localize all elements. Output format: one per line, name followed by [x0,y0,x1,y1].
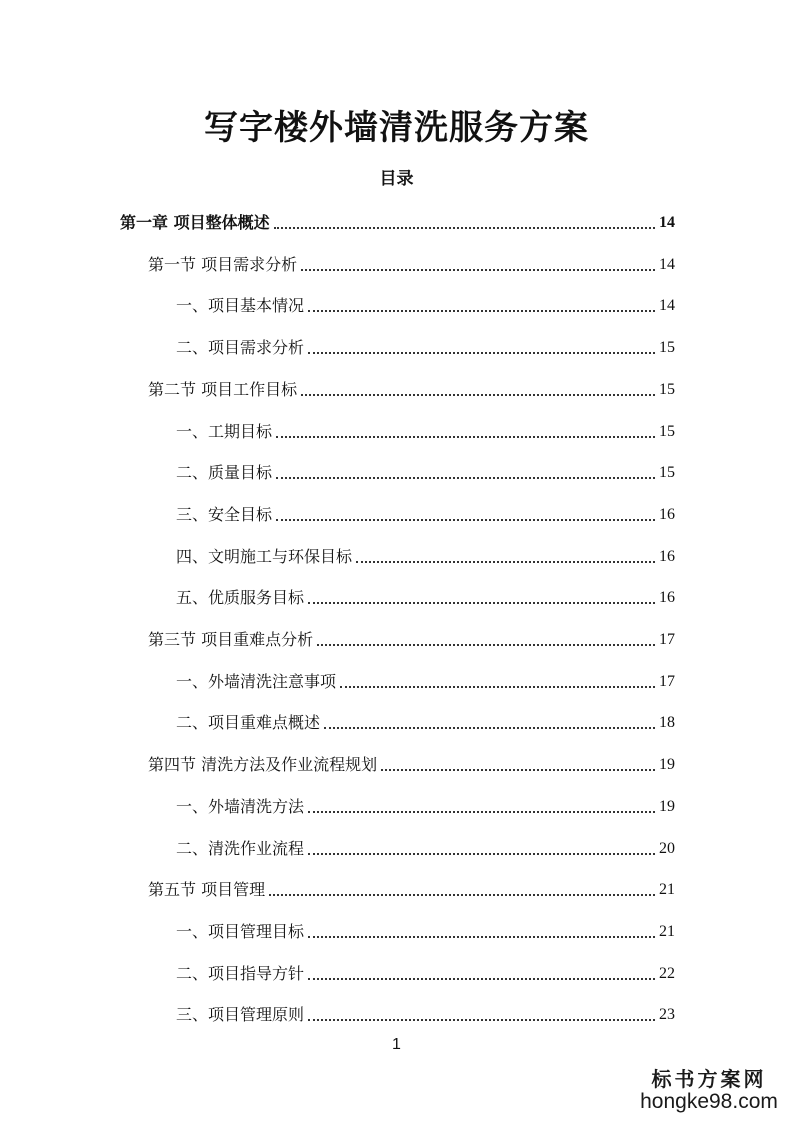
toc-entry[interactable] [176,452,675,484]
toc-heading: 目录 [379,169,414,189]
toc-entry-label: 二、项目需求分析 [176,338,305,358]
toc-dot-leader [308,811,655,813]
toc-entry-label: 一、工期目标 [176,421,273,441]
toc-entry[interactable] [176,577,675,609]
toc-entry-page: 15 [659,464,675,482]
toc-entry-page: 19 [659,756,675,774]
toc-dot-leader [269,894,655,896]
watermark-site-name: 标书方案网 [651,1067,767,1091]
toc-entry-label: 二、质量目标 [176,463,273,483]
toc-entry-label: 一、项目管理目标 [176,921,305,941]
toc-dot-leader [308,310,655,312]
toc-entry[interactable] [176,702,675,734]
toc-entry[interactable] [176,994,675,1026]
toc-entry-label: 第四节 清洗方法及作业流程规划 [148,755,378,775]
toc-entry-label: 四、文明施工与环保目标 [176,546,353,566]
toc-entry[interactable] [176,786,675,818]
toc-entry-label: 一、外墙清洗方法 [176,796,305,816]
toc-entry-page: 16 [659,589,675,607]
toc-entry-page: 20 [659,839,675,857]
toc-entry-label: 二、项目重难点概述 [176,713,321,733]
toc-entry[interactable] [148,869,675,901]
watermark-url: hongke98.com [640,1090,778,1113]
toc-dot-leader [308,602,655,604]
toc-entry[interactable] [176,494,675,526]
toc-entry[interactable] [176,411,675,443]
toc-entry-page: 17 [659,631,675,648]
toc-dot-leader [308,853,655,855]
toc-entry-page: 22 [659,964,675,982]
toc-entry-label: 二、项目指导方针 [176,963,305,983]
toc-entry-page: 14 [659,297,675,315]
toc-entry[interactable] [148,619,675,651]
toc-entry[interactable] [176,911,675,943]
toc-dot-leader [381,769,655,771]
toc-dot-leader [324,727,655,729]
toc-entry[interactable] [148,369,675,401]
toc-dot-leader [301,269,655,271]
toc-entry[interactable] [176,953,675,985]
toc-entry-label: 三、安全目标 [176,504,273,524]
toc-entry-label: 一、外墙清洗注意事项 [176,671,337,691]
toc-entry-page: 19 [659,797,675,815]
toc-entry-label: 第二节 项目工作目标 [148,379,298,399]
toc-entry-label: 五、优质服务目标 [176,588,305,608]
toc-dot-leader [308,352,655,354]
toc-entry-page: 14 [659,214,675,231]
toc-entry[interactable] [176,327,675,359]
toc-entry[interactable] [176,285,675,317]
toc-entry-page: 14 [659,255,675,273]
page-number: 1 [392,1036,401,1053]
toc-dot-leader [301,394,655,396]
toc-entry-page: 21 [659,922,675,940]
toc-entry[interactable] [120,202,675,234]
toc-entry-page: 17 [659,672,675,690]
toc-entry-page: 16 [659,547,675,565]
toc-entry-page: 16 [659,505,675,523]
toc-dot-leader [274,227,655,229]
toc-entry[interactable] [176,661,675,693]
toc-entry-page: 15 [659,380,675,398]
toc-entry-page: 23 [659,1006,675,1024]
toc-dot-leader [276,477,655,479]
toc-entry-label: 三、项目管理原则 [176,1005,305,1025]
toc-entry-label: 第一章 项目整体概述 [120,213,270,232]
toc-entry-label: 第三节 项目重难点分析 [148,630,314,649]
toc-entry-label: 第一节 项目需求分析 [148,254,298,274]
toc-entry-page: 15 [659,422,675,440]
toc-dot-leader [308,978,655,980]
toc-entry[interactable] [176,828,675,860]
toc-entry-label: 第五节 项目管理 [148,880,266,900]
toc-dot-leader [317,644,655,646]
toc-entry-label: 一、项目基本情况 [176,296,305,316]
toc-entry-page: 18 [659,714,675,732]
toc-entry[interactable] [148,244,675,276]
toc-entry[interactable] [176,536,675,568]
toc-entry-page: 21 [659,881,675,899]
toc-entry-page: 15 [659,339,675,357]
toc-dot-leader [308,936,655,938]
toc-dot-leader [276,519,655,521]
toc-dot-leader [340,686,655,688]
toc-entry[interactable] [148,744,675,776]
toc-dot-leader [276,436,655,438]
document-title: 写字楼外墙清洗服务方案 [204,108,589,148]
site-watermark [639,1068,779,1113]
toc-entry-label: 二、清洗作业流程 [176,838,305,858]
toc-dot-leader [356,561,655,563]
toc-dot-leader [308,1019,655,1021]
